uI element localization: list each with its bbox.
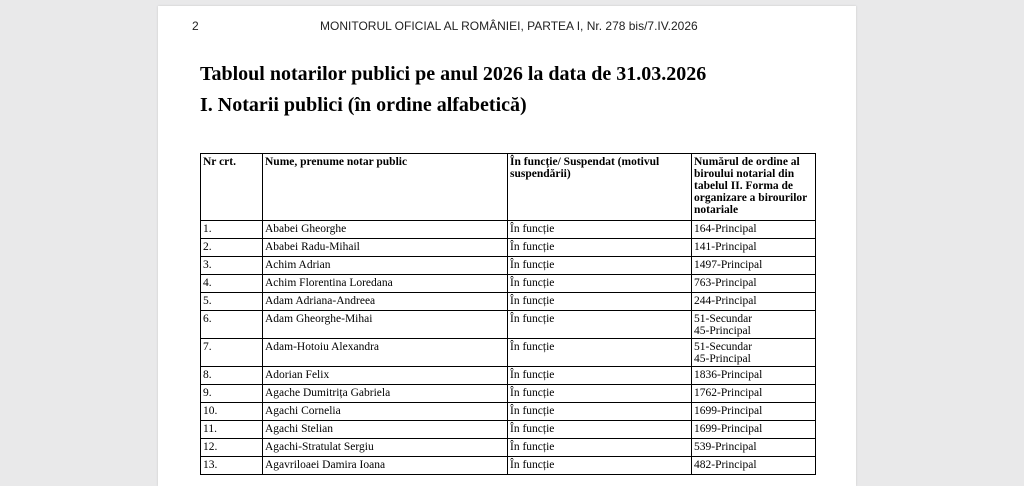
cell-status: În funcție	[508, 457, 692, 475]
cell-nr: 7.	[201, 339, 263, 367]
table-row	[201, 339, 816, 367]
cell-name: Adorian Felix	[263, 367, 508, 385]
cell-name: Ababei Gheorghe	[263, 221, 508, 239]
cell-name: Adam-Hotoiu Alexandra	[263, 339, 508, 367]
notaries-table	[200, 153, 816, 475]
document-title: Tabloul notarilor publici pe anul 2026 la data de 31.03.2026	[200, 63, 707, 85]
cell-office: 763-Principal	[692, 275, 816, 293]
cell-name: Adam Gheorghe-Mihai	[263, 311, 508, 339]
cell-name: Agache Dumitrița Gabriela	[263, 385, 508, 403]
cell-status: În funcție	[508, 403, 692, 421]
cell-name: Ababei Radu-Mihail	[263, 239, 508, 257]
table-row	[201, 239, 816, 257]
cell-office: 51-Secundar 45-Principal	[692, 339, 816, 367]
cell-status: În funcție	[508, 311, 692, 339]
cell-office: 1699-Principal	[692, 421, 816, 439]
cell-office: 482-Principal	[692, 457, 816, 475]
cell-name: Adam Adriana-Andreea	[263, 293, 508, 311]
cell-nr: 3.	[201, 257, 263, 275]
cell-office: 1762-Principal	[692, 385, 816, 403]
cell-office: 51-Secundar 45-Principal	[692, 311, 816, 339]
cell-status: În funcție	[508, 439, 692, 457]
cell-status: În funcție	[508, 275, 692, 293]
table-row	[201, 311, 816, 339]
cell-nr: 4.	[201, 275, 263, 293]
cell-status: În funcție	[508, 421, 692, 439]
cell-nr: 2.	[201, 239, 263, 257]
cell-status: În funcție	[508, 339, 692, 367]
cell-nr: 8.	[201, 367, 263, 385]
table-row	[201, 221, 816, 239]
cell-status: În funcție	[508, 367, 692, 385]
table-row	[201, 385, 816, 403]
cell-nr: 12.	[201, 439, 263, 457]
table-row	[201, 257, 816, 275]
cell-name: Achim Adrian	[263, 257, 508, 275]
page-number: 2	[192, 19, 199, 33]
table-row	[201, 457, 816, 475]
table-row	[201, 421, 816, 439]
cell-nr: 10.	[201, 403, 263, 421]
cell-nr: 9.	[201, 385, 263, 403]
cell-office: 244-Principal	[692, 293, 816, 311]
column-header-name: Nume, prenume notar public	[263, 154, 508, 221]
section-title: I. Notarii publici (în ordine alfabetică)	[200, 94, 527, 116]
cell-status: În funcție	[508, 293, 692, 311]
table-row	[201, 439, 816, 457]
cell-name: Agachi-Stratulat Sergiu	[263, 439, 508, 457]
column-header-nr: Nr crt.	[201, 154, 263, 221]
cell-status: În funcție	[508, 257, 692, 275]
cell-name: Agavriloaei Damira Ioana	[263, 457, 508, 475]
cell-office: 539-Principal	[692, 439, 816, 457]
cell-status: În funcție	[508, 221, 692, 239]
table-row	[201, 275, 816, 293]
cell-office: 1699-Principal	[692, 403, 816, 421]
cell-office: 164-Principal	[692, 221, 816, 239]
table-row	[201, 293, 816, 311]
cell-nr: 1.	[201, 221, 263, 239]
column-header-status: În funcție/ Suspendat (motivul suspendării)	[508, 154, 692, 221]
column-header-office: Numărul de ordine al biroului notarial din tabelul II. Forma de organizare a birourilor notariale	[692, 154, 816, 221]
cell-nr: 6.	[201, 311, 263, 339]
cell-office: 141-Principal	[692, 239, 816, 257]
cell-nr: 5.	[201, 293, 263, 311]
cell-name: Agachi Stelian	[263, 421, 508, 439]
cell-office: 1497-Principal	[692, 257, 816, 275]
cell-nr: 11.	[201, 421, 263, 439]
cell-nr: 13.	[201, 457, 263, 475]
cell-office: 1836-Principal	[692, 367, 816, 385]
table-row	[201, 403, 816, 421]
cell-name: Agachi Cornelia	[263, 403, 508, 421]
table-header-row	[201, 154, 816, 221]
table-row	[201, 367, 816, 385]
cell-status: În funcție	[508, 385, 692, 403]
publication-header: MONITORUL OFICIAL AL ROMÂNIEI, PARTEA I, Nr. 278 bis/7.IV.2026	[320, 19, 698, 33]
cell-status: În funcție	[508, 239, 692, 257]
cell-name: Achim Florentina Loredana	[263, 275, 508, 293]
